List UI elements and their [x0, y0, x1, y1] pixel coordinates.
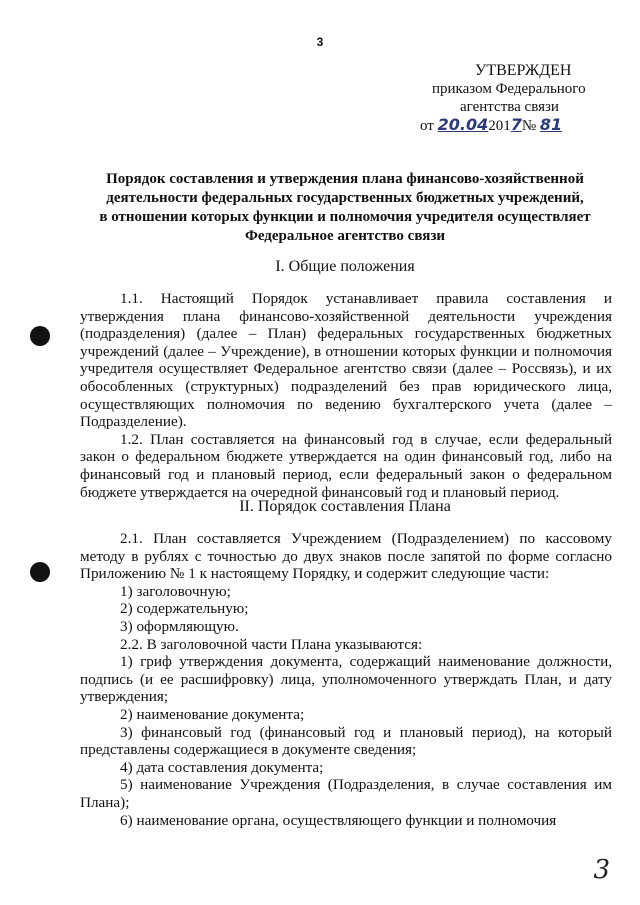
- year-prefix: 201: [488, 118, 511, 134]
- document-title: [80, 170, 610, 246]
- list-item: 3) оформляющую.: [120, 617, 239, 635]
- approval-line-2: приказом Федерального: [432, 81, 586, 97]
- punch-hole: [30, 562, 50, 582]
- approval-line-3: агентства связи: [460, 99, 559, 115]
- list-item: 4) дата составления документа;: [120, 758, 324, 776]
- list-item: 5) наименование Учреждения (Подразделения, в случае составления им Плана);: [80, 776, 612, 811]
- list-item: 2) наименование документа;: [120, 705, 305, 723]
- number-label: №: [521, 118, 537, 134]
- handwritten-year: 7: [510, 115, 522, 134]
- list-item: 6) наименование органа, осуществляющего функции и полномочия: [120, 811, 557, 829]
- section-2-body: [80, 530, 612, 829]
- handwritten-date: 20.04: [437, 115, 489, 134]
- date-prefix: от: [420, 118, 434, 134]
- handwritten-page-number: 3: [593, 855, 610, 885]
- list-item: 1) заголовочную;: [120, 582, 231, 600]
- punch-hole: [30, 326, 50, 346]
- list-item: 2) содержательную;: [120, 600, 249, 618]
- approval-title: УТВЕРЖДЕН: [475, 62, 572, 79]
- list-item: 3) финансовый год (финансовый год и плановый период), на который представлены содержащиеся в документе сведения;: [80, 723, 612, 759]
- paragraph-1-2: 1.2. План составляется на финансовый год в случае, если федеральный закон о федеральном бюджете утверждается на один финансовый год, либо на финансовый год и плановый период, если федеральный закон о федеральном бюджете утверждается на очередной финансовый год и плановый период.: [80, 430, 612, 501]
- title-line: деятельности федеральных государственных бюджетных учреждений,: [106, 190, 584, 206]
- approval-stamp: [420, 62, 620, 135]
- page-number: 3: [316, 35, 324, 49]
- section-1-heading: I. Общие положения: [275, 258, 415, 275]
- title-line: Федеральное агентство связи: [244, 228, 446, 244]
- section-2-heading: II. Порядок составления Плана: [239, 498, 451, 515]
- paragraph-1-1: 1.1. Настоящий Порядок устанавливает правила составления и утверждения плана финансово-хозяйственной деятельности учреждения (подразделения) (далее – План) федеральных государственных бюджетных учреждений (далее – Учреждение), в отношении которых функции и полномочия учредителя осуществляет Федеральное агентство связи (далее – Россвязь), и их обособленных (структурных) подразделений без прав юридического лица, осуществляющих полномочия по ведению бухгалтерского учета (далее – Подразделение).: [80, 290, 612, 431]
- paragraph-2-1: 2.1. План составляется Учреждением (Подразделением) по кассовому методу в рублях с точностью до двух знаков после запятой по форме согласно Приложению № 1 к настоящему Порядку, и содержит следующие части:: [80, 530, 612, 583]
- title-line: Порядок составления и утверждения плана финансово-хозяйственной: [106, 171, 584, 187]
- title-line: в отношении которых функции и полномочия учредителя осуществляет: [99, 209, 591, 225]
- approval-date-line: [420, 116, 620, 135]
- list-item: 1) гриф утверждения документа, содержащий наименование должности, подпись (и ее расшифровку) лица, уполномоченного утверждать План, и дату утверждения;: [80, 653, 612, 706]
- paragraph-2-2: 2.2. В заголовочной части Плана указываются:: [120, 635, 423, 653]
- section-1-body: [80, 290, 612, 501]
- handwritten-number: 81: [539, 115, 563, 134]
